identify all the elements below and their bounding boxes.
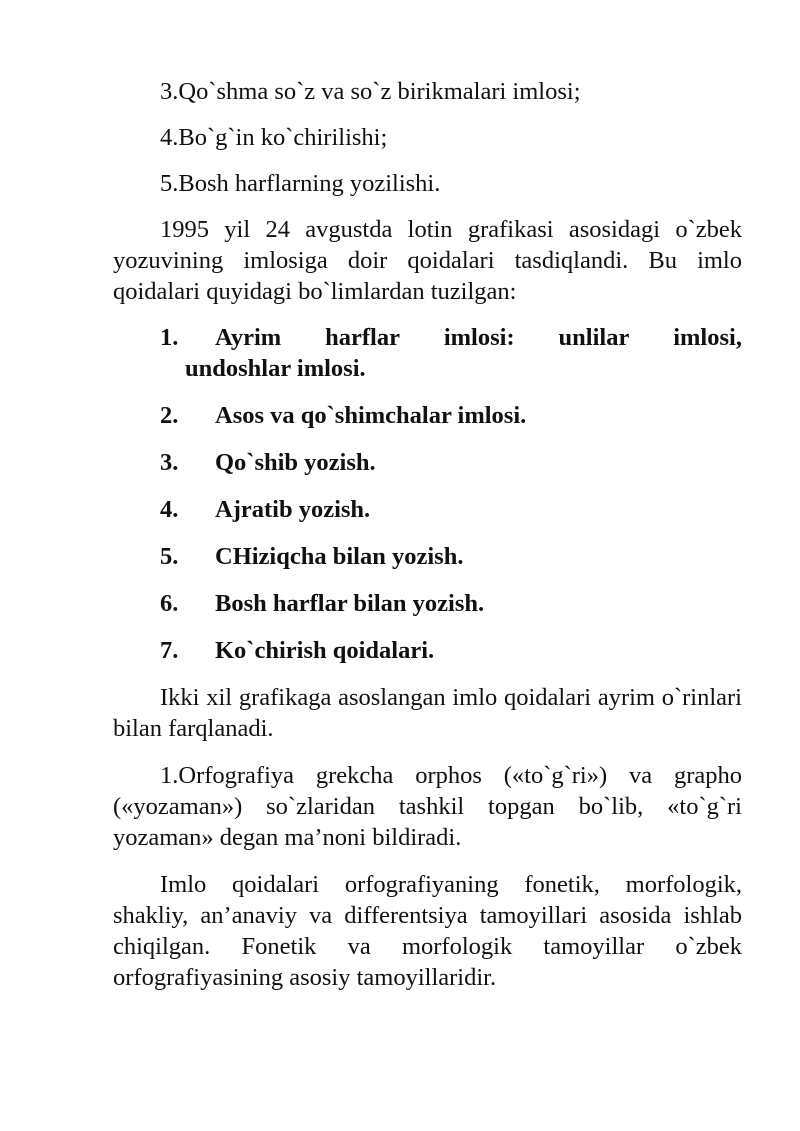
section-item-1 [113,322,742,384]
section-number: 1. [160,324,179,351]
section-item-2 [113,400,742,431]
section-number: 4. [160,496,179,523]
section-text: Asos va qo`shimchalar imlosi. [215,402,527,429]
section-number: 6. [160,590,179,617]
section-text: Bosh harflar bilan yozish. [215,590,485,617]
section-item-7 [113,635,742,666]
document-page [113,76,742,993]
section-text: Qo`shib yozish. [215,449,376,476]
intro-item-3: 3.Qo`shma so`z va so`z birikmalari imlosi; [160,78,581,105]
section-word: harflar [325,324,400,351]
section-number: 2. [160,402,179,429]
paragraph-orfografiya: 1.Orfografiya grekcha orphos («to`g`ri») va grapho («yozaman») so`zlaridan tashkil topgan bo`lib, «to`g`ri yozaman» degan ma’noni bildiradi. [113,762,742,851]
section-number: 5. [160,543,179,570]
section-text: Ajratib yozish. [215,496,371,523]
paragraph-principles: Imlo qoidalari orfografiyaning fonetik, morfologik, shakliy, an’anaviy va differentsiya tamoyillari asosida ishlab chiqilgan. Fonetik va morfologik tamoyillar o`zbek orfografiyasining asosiy tamoyillaridir. [113,871,742,991]
section-word: imlosi: [443,324,515,351]
section-text-line-1 [215,322,742,353]
section-item-3 [113,447,742,478]
section-item-5 [113,541,742,572]
section-text: Ko`chirish qoidalari. [215,637,435,664]
intro-item-4: 4.Bo`g`in ko`chirilishi; [160,124,388,151]
section-item-4 [113,494,742,525]
section-item-6 [113,588,742,619]
section-text-line-2: undoshlar imlosi. [185,355,366,382]
sections-list [113,322,742,666]
section-word: unlilar [558,324,630,351]
section-text: CHiziqcha bilan yozish. [215,543,464,570]
section-word: Ayrim [215,324,282,351]
section-word: imlosi, [673,324,742,351]
paragraph-decree: 1995 yil 24 avgustda lotin grafikasi asosidagi o`zbek yozuvining imlosiga doir qoidalari tasdiqlandi. Bu imlo qoidalari quyidagi bo`limlardan tuzilgan: [113,216,742,305]
section-number: 7. [160,637,179,664]
section-number: 3. [160,449,179,476]
intro-item-5: 5.Bosh harflarning yozilishi. [160,170,441,197]
paragraph-differences: Ikki xil grafikaga asoslangan imlo qoidalari ayrim o`rinlari bilan farqlanadi. [113,684,742,742]
